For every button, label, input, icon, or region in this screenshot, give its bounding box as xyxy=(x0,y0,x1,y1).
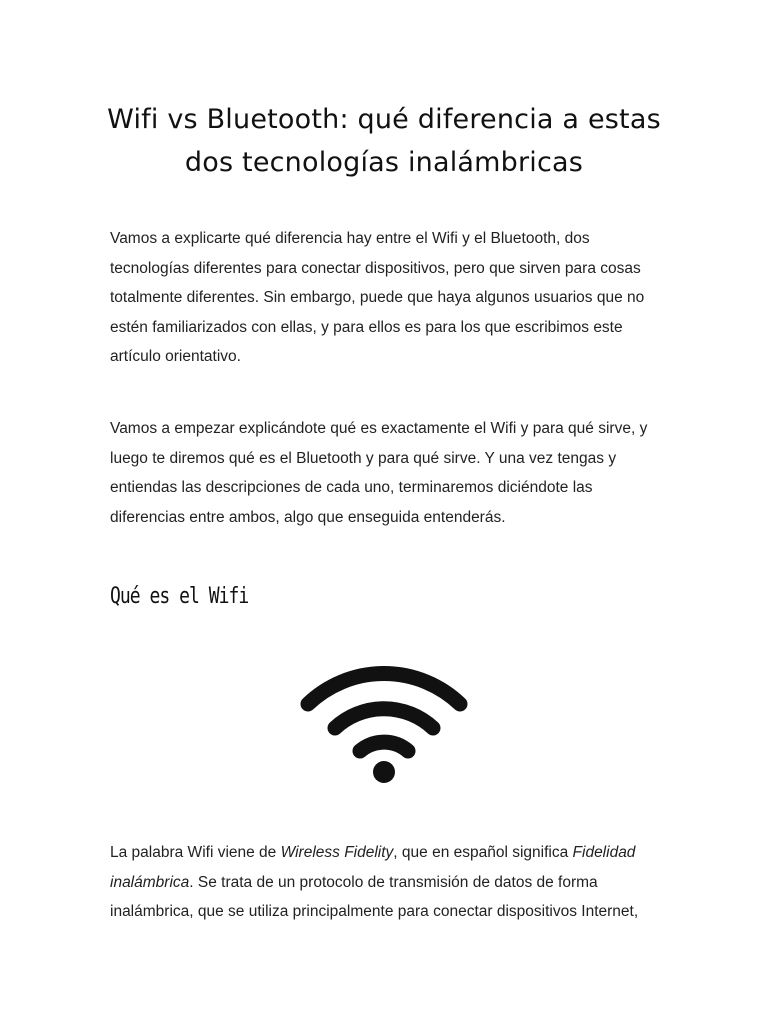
section-heading: Qué es el Wifi xyxy=(110,584,249,609)
second-line-2: luego te diremos qué es el Bluetooth y para qué sirve. Y una vez tengas y xyxy=(110,449,617,467)
p3-line-3: inalámbrica, que se utiliza principalmente para conectar dispositivos Internet, xyxy=(110,903,639,921)
wifi-arc-outer xyxy=(308,674,460,704)
second-paragraph xyxy=(110,414,670,532)
wifi-dot xyxy=(373,761,395,783)
wifi-arc-middle xyxy=(335,709,433,728)
p3-line-1-text-a: La palabra Wifi viene de xyxy=(110,844,281,861)
intro-line-5: artículo orientativo. xyxy=(110,348,241,366)
p3-term-inalambrica: inalámbrica xyxy=(110,873,190,891)
page-title xyxy=(80,98,688,184)
title-line-1: Wifi vs Bluetooth: qué diferencia a estas xyxy=(107,104,661,135)
intro-paragraph xyxy=(110,224,670,372)
p3-term-fidelidad: Fidelidad xyxy=(572,844,636,861)
intro-line-2: tecnologías diferentes para conectar dispositivos, pero que sirven para cosas xyxy=(110,259,641,277)
wifi-icon xyxy=(296,658,472,786)
second-line-4: diferencias entre ambos, algo que enseguida entenderás. xyxy=(110,508,506,526)
intro-line-3: totalmente diferentes. Sin embargo, puede que haya algunos usuarios que no xyxy=(110,289,645,307)
p3-line-1-text-b: , que en español significa xyxy=(393,844,573,861)
p3-term-wireless-fidelity: Wireless Fidelity xyxy=(280,844,394,861)
p3-line-2 xyxy=(110,868,670,898)
p3-line-1 xyxy=(110,838,670,868)
wifi-arc-inner xyxy=(360,742,408,751)
intro-line-4: estén familiarizados con ellas, y para ellos es para los que escribimos este xyxy=(110,318,623,336)
wifi-definition-paragraph xyxy=(110,838,670,927)
p3-line-2-text: . Se trata de un protocolo de transmisión de datos de forma xyxy=(189,873,598,891)
intro-line-1: Vamos a explicarte qué diferencia hay entre el Wifi y el Bluetooth, dos xyxy=(110,230,590,247)
second-line-1: Vamos a empezar explicándote qué es exactamente el Wifi y para qué sirve, y xyxy=(110,420,648,437)
title-line-2: dos tecnologías inalámbricas xyxy=(184,147,584,178)
second-line-3: entiendas las descripciones de cada uno, terminaremos diciéndote las xyxy=(110,479,593,497)
